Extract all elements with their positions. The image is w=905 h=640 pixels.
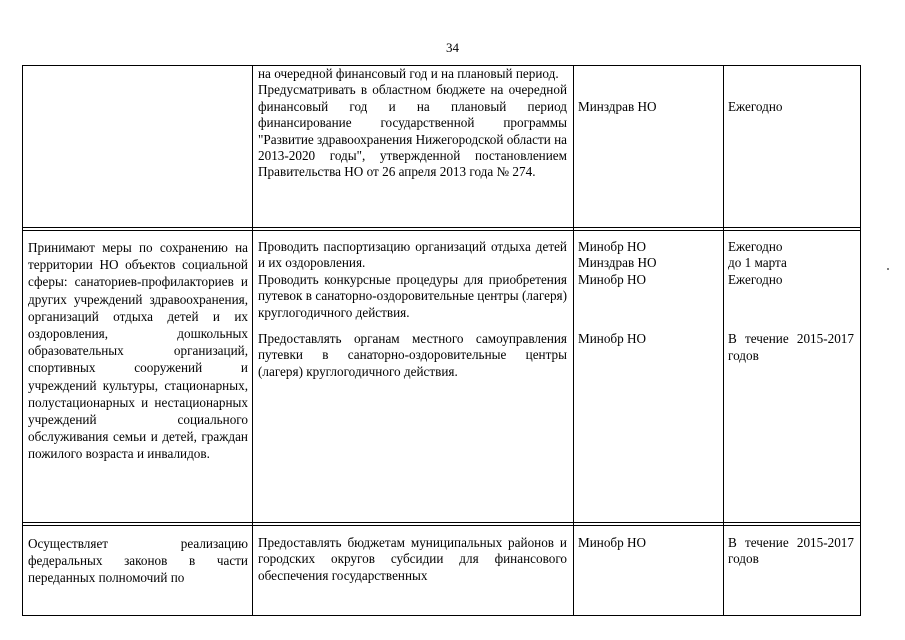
row3-responsible: Минобр НО [578, 535, 647, 550]
row1-deadline: Ежегодно [728, 99, 783, 114]
row2-measure-1: Проводить паспортизацию организаций отдыха детей и их оздоровления. [258, 239, 567, 271]
row2-col2-measures [258, 239, 567, 380]
row2-col1-action [28, 239, 248, 463]
row3-measure-1: Предоставлять бюджетам муниципальных районов и городских округов субсидии для финансового обеспечения государственных [258, 535, 567, 583]
row2-measure-3: Предоставлять органам местного самоуправления путевки в санаторно-оздоровительные центры (лагеря) круглогодичного действия. [258, 331, 567, 379]
row2-col3-responsible [578, 239, 718, 348]
row2-deadline-1: Ежегодно [728, 239, 783, 254]
row3-action-text: Осуществляет реализацию федеральных законов в части переданных полномочий по [28, 536, 248, 586]
row1-measure-1: на очередной финансовый год и на плановый период. [258, 66, 559, 81]
row3-col2-measures [258, 535, 567, 584]
row1-measure-2: Предусматривать в областном бюджете на очередной финансовый год и на плановый период финансирование государственной программы "Развитие здравоохранения Нижегородской области на 2013-2020 годы", утвержденной постановлением Правительства НО от 26 апреля 2013 года № 274. [258, 82, 567, 180]
row1-col2-measures [258, 66, 567, 181]
row3-deadline: В течение 2015-2017 годов [728, 535, 854, 567]
row2-col4-deadline [728, 239, 854, 364]
row2-deadline-4: В течение 2015-2017 годов [728, 331, 854, 363]
row2-responsible-1: Минобр НО [578, 239, 647, 254]
row2-responsible-3: Минобр НО [578, 271, 647, 287]
row3-col1-action [28, 535, 248, 587]
page-number: 34 [446, 40, 459, 55]
row2-responsible-4: Минобр НО [578, 331, 647, 347]
row2-deadline-3: Ежегодно [728, 271, 783, 287]
row2-measure-2: Проводить конкурсные процедуры для приобретения путевок в санаторно-оздоровительные центры (лагеря) круглогодичного действия. [258, 271, 567, 320]
row1-col4-deadline [728, 99, 854, 115]
scan-speck [887, 268, 889, 270]
row2-action-text: Принимают меры по сохранению на территории НО объектов социальной сферы: санаториев-профилакториев и других учреждений здравоохранения, организаций отдыха детей и их оздоровления, дошкольных образовательных организаций, спортивных сооружений и учреждений культуры, стационарных, полустационарных и нестационарных учреждений социального обслуживания семьи и детей, граждан пожилого возраста и инвалидов. [28, 240, 248, 462]
row1-responsible: Минздрав НО [578, 99, 657, 114]
row3-col3-responsible [578, 535, 718, 551]
row2-deadline-2: до 1 марта [728, 255, 787, 271]
row3-col4-deadline [728, 535, 854, 568]
row2-responsible-2: Минздрав НО [578, 255, 657, 271]
row1-col3-responsible [578, 99, 718, 115]
